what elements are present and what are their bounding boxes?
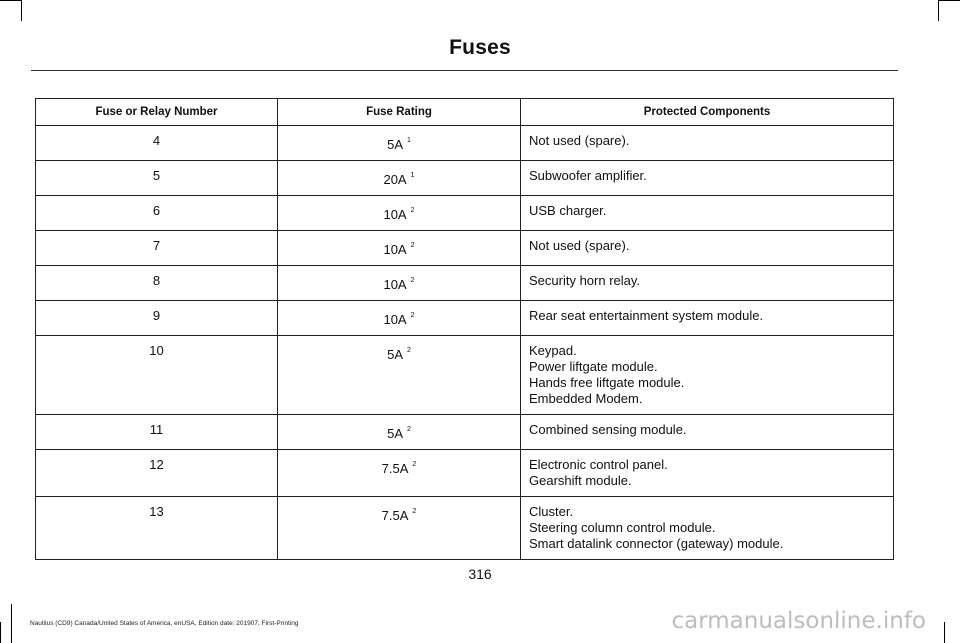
fuse-number-cell: 11 bbox=[36, 415, 278, 450]
crop-mark bbox=[21, 0, 22, 21]
footnote-reference: 2 bbox=[412, 508, 417, 515]
crop-mark bbox=[944, 622, 945, 643]
page-title: Fuses bbox=[449, 36, 511, 59]
fuse-number-cell: 5 bbox=[36, 161, 278, 196]
table-row bbox=[36, 415, 894, 450]
page-number: 316 bbox=[468, 566, 492, 582]
component-line: Embedded Modem. bbox=[529, 391, 643, 406]
component-line: Smart datalink connector (gateway) module. bbox=[529, 536, 784, 551]
fuse-number-cell: 9 bbox=[36, 301, 278, 336]
footnote-reference: 1 bbox=[407, 137, 411, 144]
fuse-rating-value: 20A bbox=[383, 172, 407, 187]
column-header-protected-components: Protected Components bbox=[521, 99, 894, 126]
table-row bbox=[36, 336, 894, 415]
table-row bbox=[36, 497, 894, 560]
component-line: Hands free liftgate module. bbox=[529, 375, 685, 390]
protected-components-cell bbox=[521, 266, 894, 301]
fuse-rating-cell bbox=[278, 126, 521, 161]
component-line: Steering column control module. bbox=[529, 520, 716, 535]
component-line: Combined sensing module. bbox=[529, 422, 687, 437]
footnote-reference: 2 bbox=[410, 312, 415, 319]
footnote-reference: 2 bbox=[407, 426, 411, 433]
component-line: Security horn relay. bbox=[529, 273, 641, 288]
fuse-rating-value: 10A bbox=[383, 312, 407, 327]
fuse-number-cell: 13 bbox=[36, 497, 278, 560]
footnote-reference: 2 bbox=[407, 347, 411, 354]
protected-components-cell bbox=[521, 450, 894, 497]
fuse-number-cell: 12 bbox=[36, 450, 278, 497]
edition-footer: Nautilus (CD9) Canada/United States of America, enUSA, Edition date: 201907, First-Printing bbox=[30, 620, 299, 627]
fuse-number-cell: 4 bbox=[36, 126, 278, 161]
fuse-rating-cell bbox=[278, 196, 521, 231]
crop-mark bbox=[11, 604, 12, 643]
component-line: Cluster. bbox=[529, 504, 574, 519]
crop-mark bbox=[0, 0, 21, 1]
protected-components-cell bbox=[521, 231, 894, 266]
fuse-rating-cell bbox=[278, 336, 521, 415]
fuse-rating-cell bbox=[278, 161, 521, 196]
watermark: carmanualsonline.info bbox=[671, 608, 926, 634]
footnote-reference: 2 bbox=[412, 461, 417, 468]
footnote-reference: 2 bbox=[410, 242, 415, 249]
fuse-rating-value: 5A bbox=[387, 347, 403, 362]
component-line: Not used (spare). bbox=[529, 238, 630, 253]
fuse-rating-value: 10A bbox=[383, 242, 407, 257]
fuse-table bbox=[35, 98, 894, 560]
footnote-reference: 1 bbox=[410, 172, 415, 179]
footnote-reference: 2 bbox=[410, 207, 415, 214]
component-line: Electronic control panel. bbox=[529, 457, 668, 472]
table-row bbox=[36, 126, 894, 161]
protected-components-cell bbox=[521, 336, 894, 415]
fuse-rating-cell bbox=[278, 231, 521, 266]
table-header-row bbox=[36, 99, 894, 126]
fuse-rating-value: 10A bbox=[383, 207, 407, 222]
table-row bbox=[36, 301, 894, 336]
component-line: Not used (spare). bbox=[529, 133, 630, 148]
component-line: Gearshift module. bbox=[529, 473, 632, 488]
protected-components-cell bbox=[521, 301, 894, 336]
table-row bbox=[36, 196, 894, 231]
fuse-number-cell: 6 bbox=[36, 196, 278, 231]
component-line: Subwoofer amplifier. bbox=[529, 168, 647, 183]
component-line: Power liftgate module. bbox=[529, 359, 658, 374]
fuse-rating-value: 5A bbox=[387, 137, 403, 152]
protected-components-cell bbox=[521, 196, 894, 231]
fuse-rating-cell bbox=[278, 266, 521, 301]
protected-components-cell bbox=[521, 126, 894, 161]
fuse-number-cell: 10 bbox=[36, 336, 278, 415]
protected-components-cell bbox=[521, 161, 894, 196]
component-line: Rear seat entertainment system module. bbox=[529, 308, 764, 323]
table-row bbox=[36, 450, 894, 497]
table-row bbox=[36, 266, 894, 301]
component-line: USB charger. bbox=[529, 203, 607, 218]
component-line: Keypad. bbox=[529, 343, 577, 358]
footnote-reference: 2 bbox=[410, 277, 415, 284]
fuse-table-body bbox=[36, 126, 894, 560]
title-divider bbox=[31, 70, 898, 71]
column-header-fuse-number: Fuse or Relay Number bbox=[36, 99, 278, 126]
fuse-rating-cell bbox=[278, 450, 521, 497]
fuse-rating-value: 7.5A bbox=[381, 508, 409, 523]
crop-mark bbox=[938, 0, 960, 1]
table-row bbox=[36, 231, 894, 266]
fuse-number-cell: 7 bbox=[36, 231, 278, 266]
fuse-rating-cell bbox=[278, 415, 521, 450]
fuse-rating-cell bbox=[278, 497, 521, 560]
fuse-rating-value: 10A bbox=[383, 277, 407, 292]
table-row bbox=[36, 161, 894, 196]
column-header-fuse-rating: Fuse Rating bbox=[278, 99, 521, 126]
protected-components-cell bbox=[521, 415, 894, 450]
fuse-rating-value: 5A bbox=[387, 426, 403, 441]
protected-components-cell bbox=[521, 497, 894, 560]
crop-mark bbox=[938, 0, 939, 21]
fuse-number-cell: 8 bbox=[36, 266, 278, 301]
fuse-rating-value: 7.5A bbox=[381, 461, 409, 476]
fuse-rating-cell bbox=[278, 301, 521, 336]
crop-mark bbox=[0, 622, 1, 643]
